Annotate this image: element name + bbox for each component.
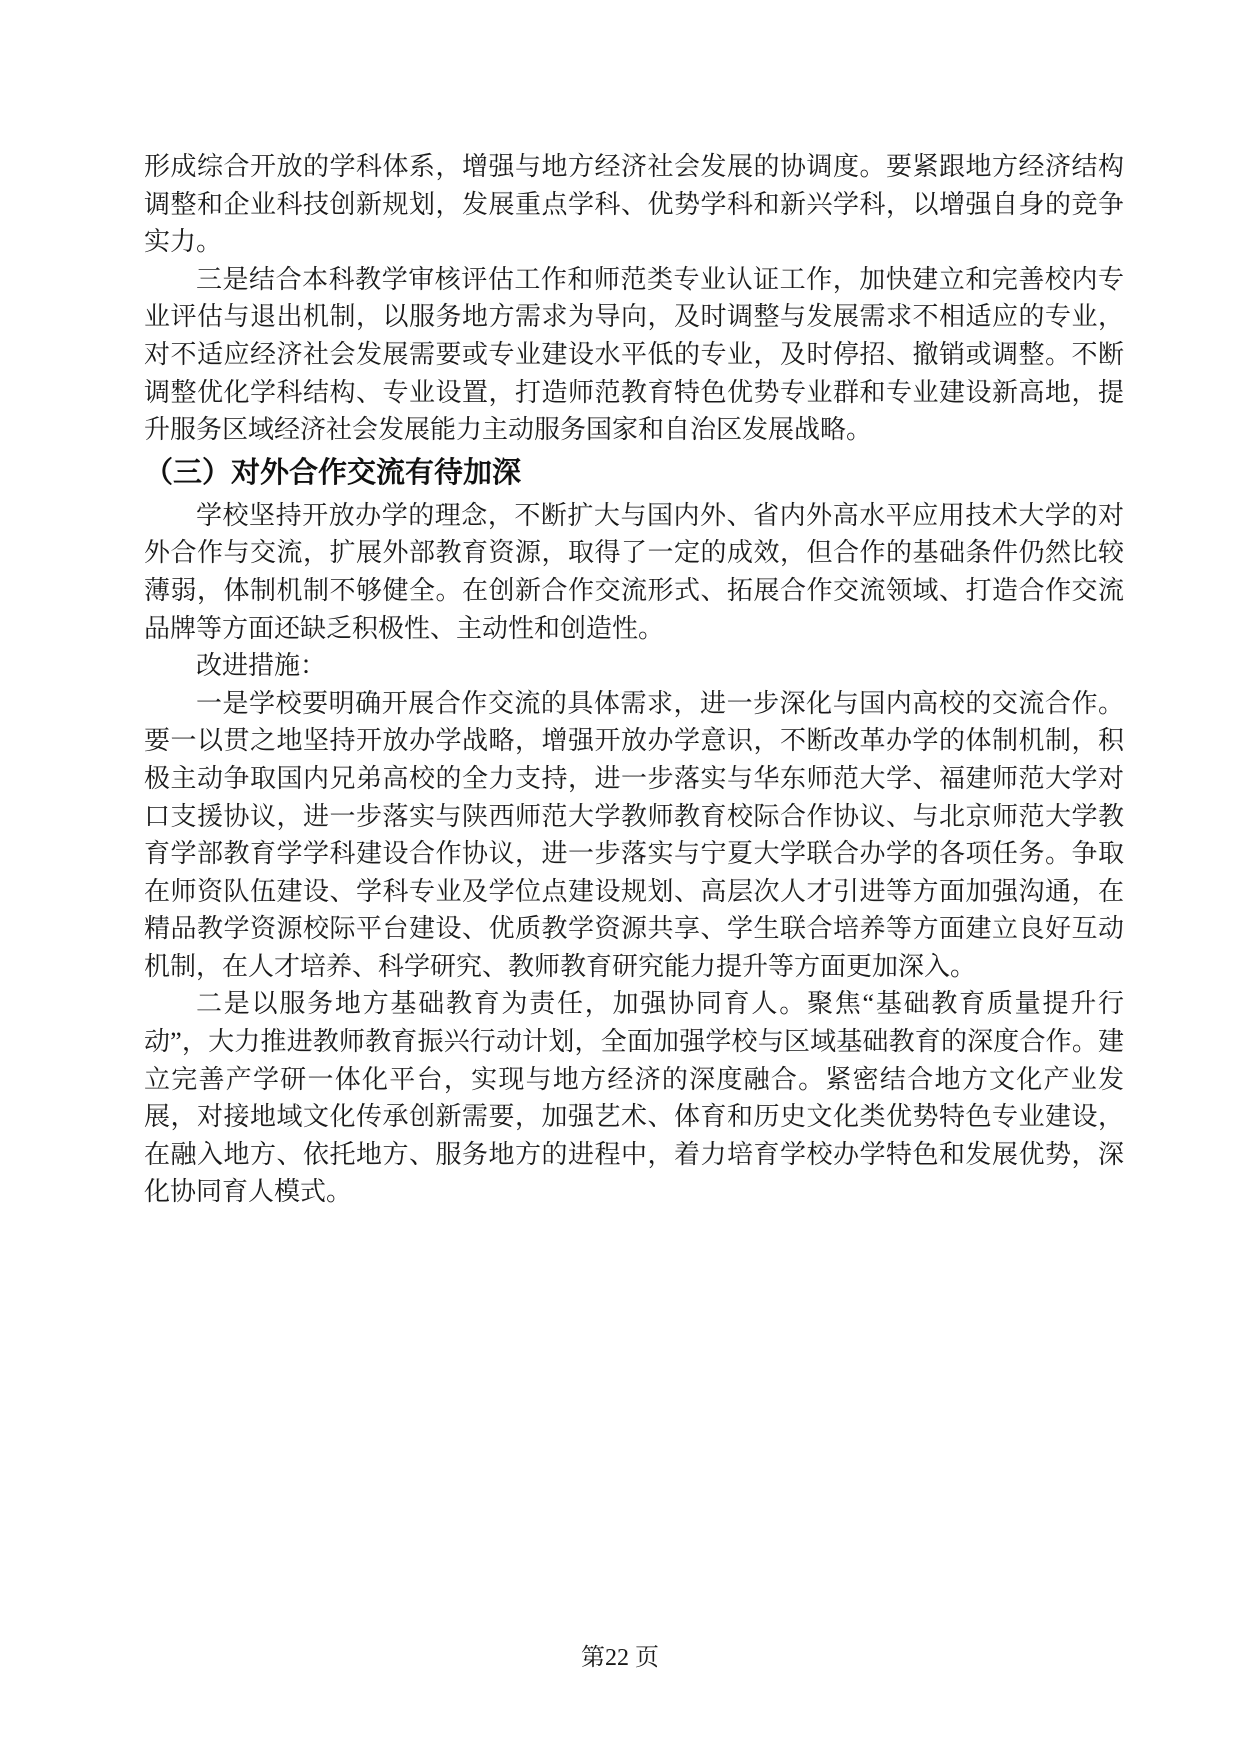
section-heading: （三）对外合作交流有待加深	[144, 456, 522, 489]
body-paragraph: 学校坚持开放办学的理念，不断扩大与国内外、省内外高水平应用技术大学的对外合作与交流，扩展外部教育资源，取得了一定的成效，但合作的基础条件仍然比较薄弱，体制机制不够健全。在创新合作交流形式、拓展合作交流领域、打造合作交流品牌等方面还缺乏积极性、主动性和创造性。	[144, 500, 1124, 643]
body-paragraph: 三是结合本科教学审核评估工作和师范类专业认证工作，加快建立和完善校内专业评估与退出机制，以服务地方需求为导向，及时调整与发展需求不相适应的专业，对不适应经济社会发展需要或专业建设水平低的专业，及时停招、撤销或调整。不断调整优化学科结构、专业设置，打造师范教育特色优势专业群和专业建设新高地，提升服务区域经济社会发展能力主动服务国家和自治区发展战略。	[144, 264, 1124, 445]
page-footer	[0, 1642, 1240, 1674]
body-paragraph: 一是学校要明确开展合作交流的具体需求，进一步深化与国内高校的交流合作。要一以贯之地坚持开放办学战略，增强开放办学意识，不断改革办学的体制机制，积极主动争取国内兄弟高校的全力支持，进一步落实与华东师范大学、福建师范大学对口支援协议，进一步落实与陕西师范大学教师教育校际合作协议、与北京师范大学教育学部教育学学科建设合作协议，进一步落实与宁夏大学联合办学的各项任务。争取在师资队伍建设、学科专业及学位点建设规划、高层次人才引进等方面加强沟通，在精品教学资源校际平台建设、优质教学资源共享、学生联合培养等方面建立良好互动机制，在人才培养、科学研究、教师教育研究能力提升等方面更加深入。	[144, 688, 1124, 981]
page-number: 第22 页	[581, 1645, 659, 1671]
document-body	[144, 148, 1124, 1211]
body-paragraph: 形成综合开放的学科体系，增强与地方经济社会发展的协调度。要紧跟地方经济结构调整和企业科技创新规划，发展重点学科、优势学科和新兴学科，以增强自身的竞争实力。	[144, 152, 1124, 257]
body-paragraph: 二是以服务地方基础教育为责任，加强协同育人。聚焦“基础教育质量提升行动”，大力推进教师教育振兴行动计划，全面加强学校与区域基础教育的深度合作。建立完善产学研一体化平台，实现与地方经济的深度融合。紧密结合地方文化产业发展，对接地域文化传承创新需要，加强艺术、体育和历史文化类优势特色专业建设，在融入地方、依托地方、服务地方的进程中，着力培育学校办学特色和发展优势，深化协同育人模式。	[144, 989, 1124, 1207]
body-paragraph: 改进措施：	[196, 651, 327, 681]
